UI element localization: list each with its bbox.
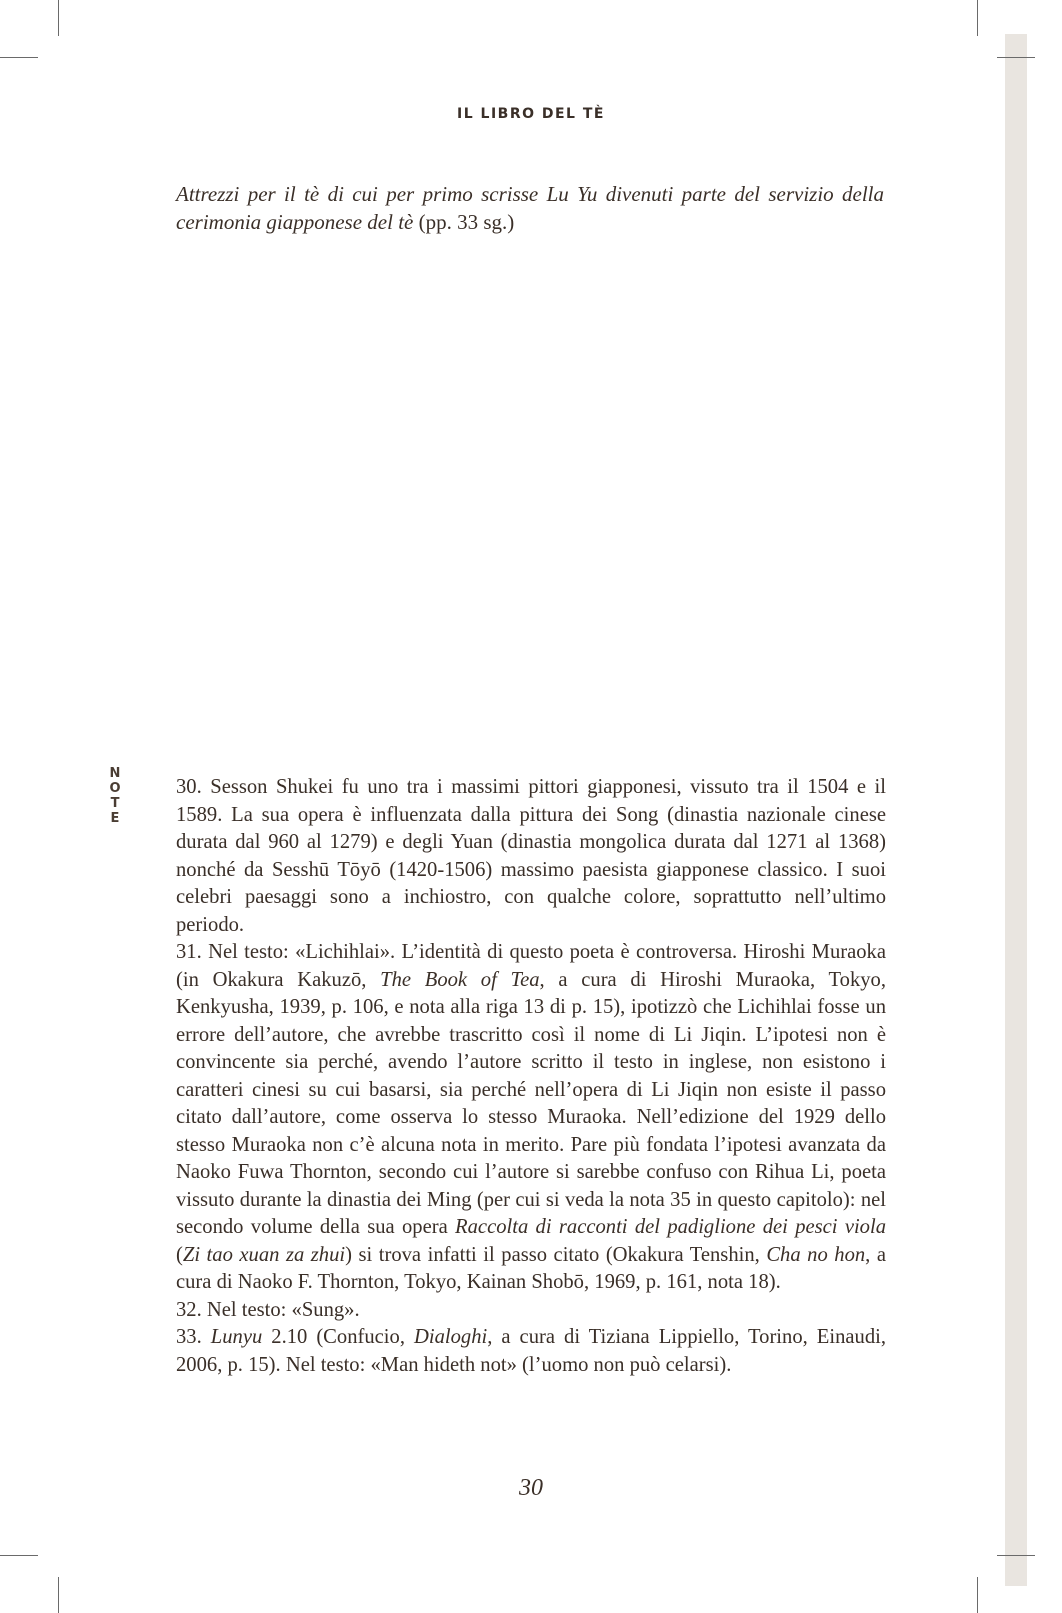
note-italic-title: Dialoghi bbox=[414, 1326, 488, 1348]
crop-mark-top-left-vertical bbox=[58, 0, 59, 36]
note-text: , a cura di Naoko F. Thornton, Tokyo, Kainan Shobō, 1969, p. 161, nota 18). bbox=[176, 1243, 886, 1293]
crop-mark-top-right-vertical bbox=[977, 0, 978, 36]
side-label-letter: T bbox=[110, 796, 120, 811]
figure-caption bbox=[176, 180, 884, 236]
note-text: 32. Nel testo: «Sung». bbox=[176, 1298, 360, 1321]
note-italic-title: Raccolta di racconti del padiglione dei pesci viola bbox=[455, 1216, 886, 1238]
crop-mark-bottom-right-horizontal bbox=[997, 1555, 1035, 1556]
page-number: 30 bbox=[519, 1475, 543, 1501]
note-italic-title: The Book of Tea bbox=[380, 968, 540, 991]
crop-mark-bottom-left-vertical bbox=[58, 1577, 59, 1613]
caption-italic-text: Attrezzi per il tè di cui per primo scrisse Lu Yu divenuti parte del servizio della cerimonia giapponese del tè bbox=[176, 182, 884, 234]
note-33 bbox=[176, 1324, 886, 1379]
note-text: 30. Sesson Shukei fu uno tra i massimi pittori giapponesi, vissuto tra il 1504 e il 1589. La sua opera è influenzata dalla pittura dei Song (dinastia nazionale cinese durata dal 960 al 1279) e degli Yuan (dinastia mongolica durata dal 1271 al 1368) nonché da Sesshū Tōyō (1420-1506) massimo paesista giapponese classico. I suoi celebri paesaggi sono a inchiostro, con qualche colore, soprattutto nell’ultimo periodo. bbox=[176, 776, 886, 936]
note-text: , a cura di Tiziana Lippiello, Torino, Einaudi, 2006, p. 15). Nel testo: «Man hideth not» (l’uomo non può celarsi). bbox=[176, 1326, 886, 1376]
note-italic-title: Lunyu bbox=[210, 1326, 263, 1348]
crop-mark-top-right-horizontal bbox=[997, 57, 1035, 58]
crop-mark-bottom-left-horizontal bbox=[0, 1555, 38, 1556]
note-text: 2.10 (Confucio, bbox=[262, 1326, 414, 1348]
side-label-letter: N bbox=[109, 766, 121, 781]
note-32 bbox=[176, 1297, 886, 1325]
note-text: 33. bbox=[176, 1326, 211, 1348]
note-italic-title: Cha no hon bbox=[766, 1243, 866, 1266]
page-edge-strip bbox=[1005, 34, 1027, 1586]
note-italic-title: Zi tao xuan za zhui bbox=[182, 1243, 346, 1266]
side-label-letter: O bbox=[109, 781, 121, 796]
note-text: ( bbox=[176, 1243, 183, 1266]
note-text: 31. Nel testo: «Lichihlai». L’identità di questo poeta è controversa. Hiroshi Muraoka (in Okakura Kakuzō, bbox=[176, 941, 886, 991]
caption-page-ref: (pp. 33 sg.) bbox=[413, 210, 515, 234]
crop-mark-top-left-horizontal bbox=[0, 57, 38, 58]
side-label-letter: E bbox=[110, 811, 120, 826]
note-text: ) si trova infatti il passo citato (Okakura Tenshin, bbox=[345, 1243, 767, 1266]
running-head: IL LIBRO DEL TÈ bbox=[457, 106, 605, 122]
note-31 bbox=[176, 939, 886, 1297]
side-label-note bbox=[108, 766, 122, 826]
note-text: , a cura di Hiroshi Muraoka, Tokyo, Kenkyusha, 1939, p. 106, e nota alla riga 13 di p. 15), ipotizzò che Lichihlai fosse un errore dell’autore, che avrebbe trascritto così il nome di Li Jiqin. L’ipotesi non è convincente sia perché, avendo l’autore scritto il testo in inglese, non esistono i caratteri cinesi su cui basarsi, sia perché nell’opera di Li Jiqin non esiste il passo citato dall’autore, come osserva lo stesso Muraoka. Nell’edizione del 1929 dello stesso Muraoka non c’è alcuna nota in merito. Pare più fondata l’ipotesi avanzata da Naoko Fuwa Thornton, secondo cui l’autore si sarebbe confuso con Rihua Li, poeta vissuto durante la dinastia dei Ming (per cui si veda la nota 35 in questo capitolo): nel secondo volume della sua opera bbox=[176, 968, 886, 1238]
endnotes bbox=[176, 774, 886, 1379]
crop-mark-bottom-right-vertical bbox=[977, 1577, 978, 1613]
note-30 bbox=[176, 774, 886, 939]
